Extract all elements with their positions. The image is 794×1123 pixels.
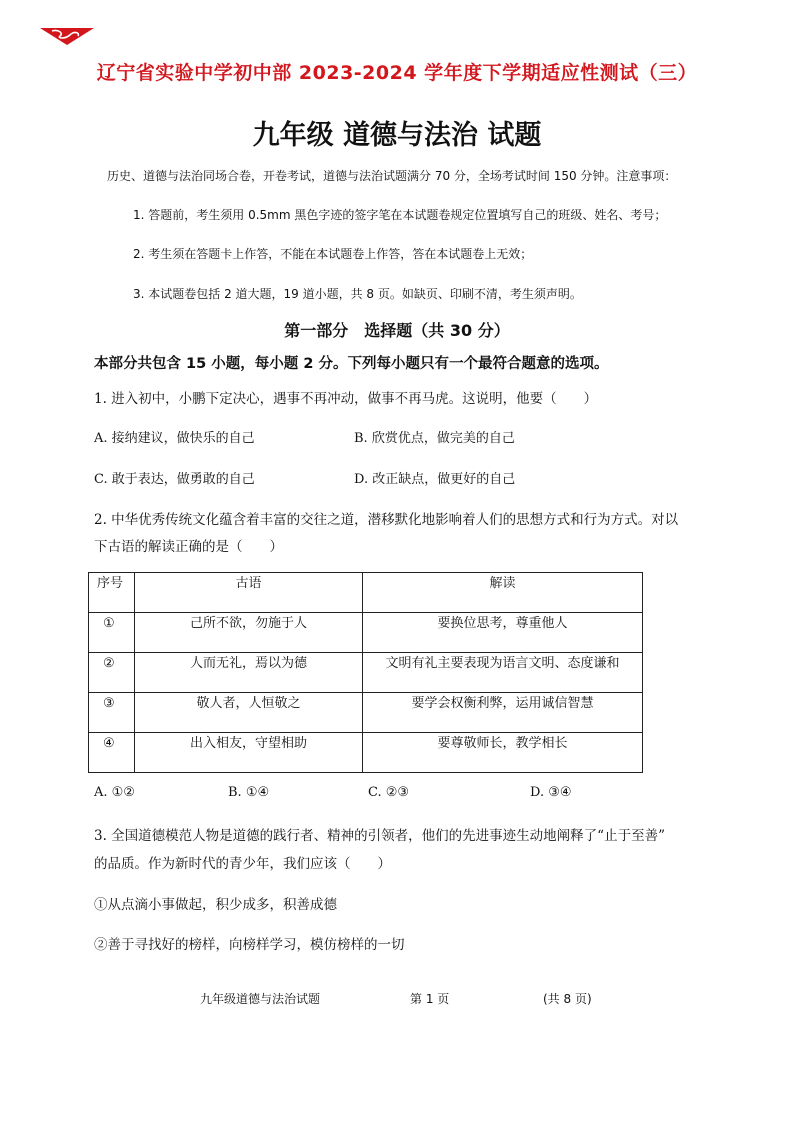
note-item-2: 2. 考生须在答题卡上作答，不能在本试题卷上作答，答在本试题卷上无效；: [133, 247, 533, 261]
question-2-option-c: C. ②③: [368, 785, 410, 800]
table-cell: 敬人者，人恒敬之: [135, 693, 363, 733]
note-item-1: 1. 答题前，考生须用 0.5mm 黑色字迹的签字笔在本试题卷规定位置填写自己的班级、姓名、考号；: [133, 208, 667, 222]
table-cell: ③: [89, 693, 135, 733]
table-row: [89, 693, 643, 733]
question-1-stem: 1. 进入初中，小鹏下定决心，遇事不再冲动，做事不再马虎。这说明，他要（ ）: [94, 391, 598, 407]
table-cell: 文明有礼主要表现为语言文明、态度谦和: [363, 653, 643, 693]
table-cell: 要尊敬师长，教学相长: [363, 733, 643, 773]
table-cell: 要学会权衡利弊，运用诚信智慧: [363, 693, 643, 733]
table-cell: 要换位思考，尊重他人: [363, 613, 643, 653]
question-2-stem-line-2: 下古语的解读正确的是（ ）: [94, 539, 283, 555]
section-title: 第一部分 选择题（共 30 分）: [284, 321, 510, 340]
footer-total-pages: (共 8 页): [543, 992, 592, 1006]
table-cell: 出入相友，守望相助: [135, 733, 363, 773]
table-cell: ②: [89, 653, 135, 693]
table-row: [89, 653, 643, 693]
question-3-item-1: ①从点滴小事做起，积少成多，积善成德: [94, 897, 337, 913]
table-cell: 己所不欲，勿施于人: [135, 613, 363, 653]
question-1-option-a: A. 接纳建议，做快乐的自己: [94, 431, 255, 446]
table-row: [89, 733, 643, 773]
table-cell: ①: [89, 613, 135, 653]
table-header-cell: 解读: [363, 573, 643, 613]
question-3-stem-line-2: 的品质。作为新时代的青少年，我们应该（ ）: [94, 856, 391, 872]
notes-intro: 历史、道德与法治同场合卷，开卷考试，道德与法治试题满分 70 分，全场考试时间 150 分钟。注意事项：: [107, 169, 677, 183]
question-3-stem-line-1: 3. 全国道德模范人物是道德的践行者、精神的引领者，他们的先进事迹生动地阐释了“止于至善”: [94, 828, 665, 844]
footer-page-number: 第 1 页: [410, 992, 450, 1006]
section-instruction: 本部分共包含 15 小题，每小题 2 分。下列每小题只有一个最符合题意的选项。: [94, 356, 609, 372]
classical-quotes-table: [88, 572, 643, 773]
question-1-option-c: C. 敢于表达，做勇敢的自己: [94, 472, 255, 487]
question-3-item-2: ②善于寻找好的榜样，向榜样学习，模仿榜样的一切: [94, 937, 405, 953]
question-2-option-b: B. ①④: [228, 785, 270, 800]
question-1-option-b: B. 欣赏优点，做完美的自己: [354, 431, 515, 446]
table-header-row: [89, 573, 643, 613]
exam-header-title: 辽宁省实验中学初中部 2023-2024 学年度下学期适应性测试（三）: [96, 62, 698, 84]
note-item-3: 3. 本试题卷包括 2 道大题，19 道小题，共 8 页。如缺页、印刷不清，考生须声明。: [133, 287, 582, 301]
question-2-option-d: D. ③④: [530, 785, 572, 800]
table-header-cell: 古语: [135, 573, 363, 613]
question-2-stem-line-1: 2. 中华优秀传统文化蕴含着丰富的交往之道，潜移默化地影响着人们的思想方式和行为方式。对以: [94, 512, 679, 528]
footer-subject: 九年级道德与法治试题: [200, 992, 321, 1006]
table-row: [89, 613, 643, 653]
school-logo: [38, 24, 96, 46]
table-cell: 人而无礼，焉以为德: [135, 653, 363, 693]
table-header-cell: 序号: [89, 573, 135, 613]
question-1-option-d: D. 改正缺点，做更好的自己: [354, 472, 516, 487]
table-cell: ④: [89, 733, 135, 773]
document-title: 九年级 道德与法治 试题: [252, 120, 542, 151]
question-2-option-a: A. ①②: [94, 785, 135, 800]
